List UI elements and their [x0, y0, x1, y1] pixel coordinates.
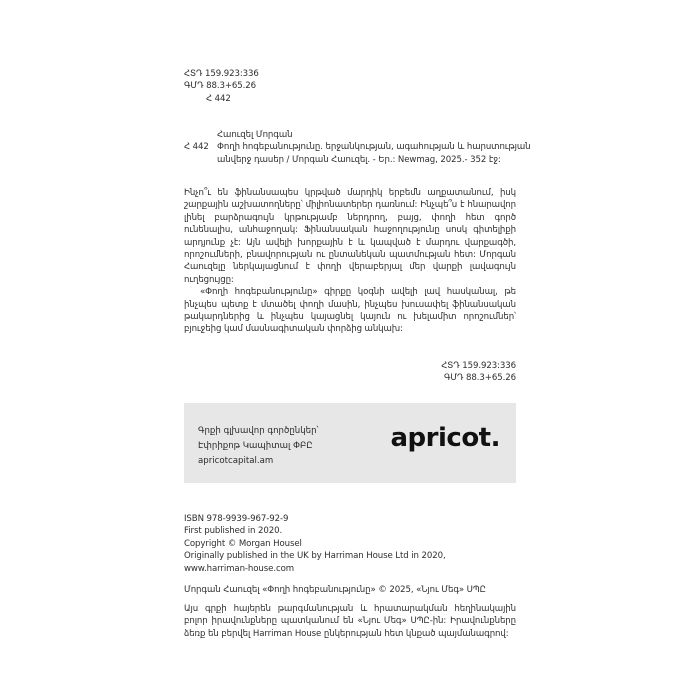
imprint-block [184, 513, 446, 575]
bibliographic-record [184, 129, 531, 166]
classification-top [184, 68, 259, 105]
bib-line-2: անվերջ դասեր / Մորգան Հաուզել. - Եր.: Newmag, 2025.- 352 էջ: [217, 154, 501, 165]
author-mark-top: Հ 442 [206, 93, 231, 104]
udc-code-bottom: ՀՏԴ 159.923:336 [441, 361, 516, 371]
udc-code: ՀՏԴ 159.923:336 [184, 69, 259, 79]
sponsor-line-1: Գրքի գլխավոր գործընկեր՝ [198, 426, 319, 436]
apricot-logo: apricot. [390, 423, 500, 453]
abstract-paragraph-1: Ինչո՞ւ են ֆինանսապես կրթված մարդիկ երբեմն աղքատանում, իսկ շարքային աշխատողները՝ միլիոնատերեր դառնում: Ինչպե՞ս է հնարավոր լինել բարձրագույն կրթությամբ ներդրող, բայց, փողի հետ գործ ունենալիս, անհաջողակ: Ֆինանսական հաջողությունը սոսկ գիտելիքի արդյունք չէ: Այն ավելի խորքային է և կապված է մարդու վարքագծի, որոշումների, բնավորության ու ընտանեկան պատմության հետ: Մորգան Հաուզելը ներկայացնում է փողի վերաբերյալ մեր վարքի լավագույն ուղեցույցը: [184, 188, 516, 285]
bbk-code-bottom: ԳՄԴ 88.3+65.26 [443, 373, 516, 384]
bib-line-1: Փողի հոգեբանությունը. երջանկության, ագահության և հարստության [217, 142, 531, 153]
author-name: Հաուզել Մորգան [217, 130, 293, 140]
original-publication: Originally published in the UK by Harriman House Ltd in 2020, [184, 551, 446, 562]
first-published: First published in 2020. [184, 526, 283, 537]
sponsor-website: apricotcapital.am [198, 456, 274, 466]
copyright-am: Մորգան Հաուզել «Փողի հոգեբանությունը» © 2025, «Նյու Մեգ» ՍՊԸ [184, 585, 486, 595]
classification-bottom [380, 360, 516, 385]
bib-row [184, 141, 531, 153]
author-mark: Հ 442 [184, 142, 209, 153]
bbk-code: ԳՄԴ 88.3+65.26 [184, 81, 257, 92]
isbn: ISBN 978-9939-967-92-9 [184, 514, 289, 524]
sponsor-line-2: Էփրիքոթ Կապիտալ ՓԲԸ [198, 441, 313, 451]
copyright-en: Copyright © Morgan Housel [184, 538, 302, 549]
abstract-paragraph-2: «Փողի հոգեբանությունը» գիրքը կօգնի ավելի լավ հասկանալ, թե ինչպես պետք է մտածել փողի մասին, ինչպես խուսափել ֆինանսական թակարդներից և ինչպես կայացնել կայուն ու խելամիտ որոշումներ՝ բյուջեից կամ մասնագիտական փորձից անկախ: [184, 287, 516, 335]
abstract [184, 187, 516, 336]
publisher-website: www.harriman-house.com [184, 563, 295, 574]
rights-notice: Այս գրքի հայերեն թարգմանության և հրատարակման հեղինակային բոլոր իրավունքները պատկանում են «Նյու Մեգ» ՍՊԸ-ին: Իրավունքները ձեռք են բերվել Harriman House ընկերության հետ կնքած պայմանագրով: [184, 604, 516, 639]
sponsor-box [184, 403, 516, 483]
